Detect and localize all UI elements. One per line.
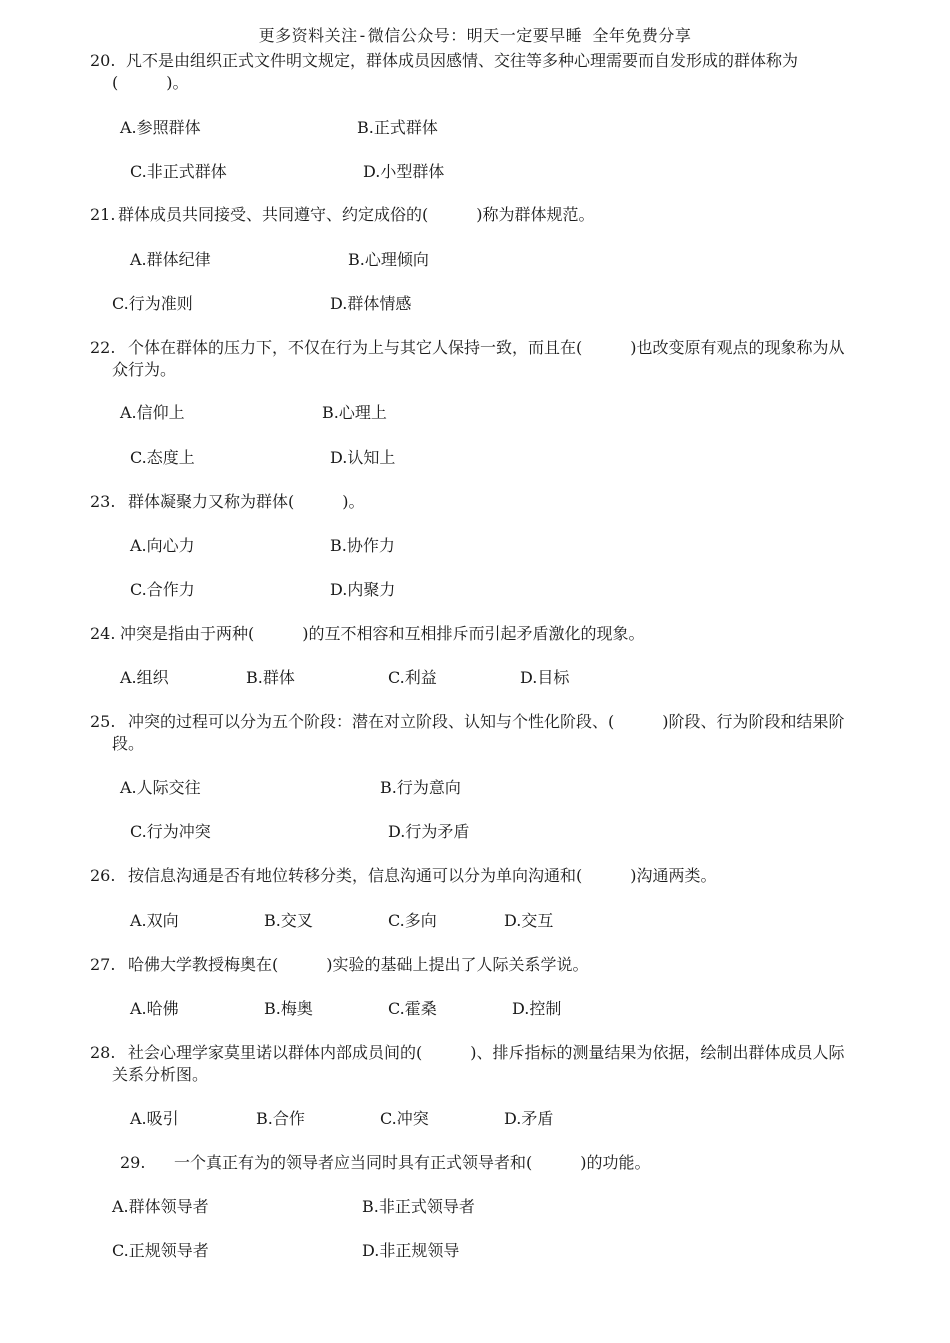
option-c: C.霍桑 [388,999,437,1018]
question-number: 29. [120,1153,146,1172]
option-a: A.群体领导者 [112,1197,209,1216]
question-number: 27. [90,955,116,974]
option-c: C.行为冲突 [130,822,211,841]
question-text: 冲突是指由于两种( )的互不相容和互相排斥而引起矛盾激化的现象。 [120,624,645,643]
option-b: B.心理上 [322,403,387,422]
question-text: 冲突的过程可以分为五个阶段：潜在对立阶段、认知与个性化阶段、( )阶段、行为阶段和结果阶 [128,712,845,731]
option-c: C.态度上 [130,448,195,467]
question-number: 21. [90,205,116,224]
question-24 [90,623,890,645]
option-a: A.向心力 [130,536,195,555]
option-c: C.合作力 [130,580,195,599]
page-header: 更多资料关注-微信公众号：明天一定要早睡 全年免费分享 [258,26,692,45]
question-25 [90,711,890,755]
option-d: D.控制 [512,999,562,1018]
question-text-cont: 众行为。 [112,360,177,379]
option-b: B.正式群体 [357,118,438,137]
option-c: C.非正式群体 [130,162,227,181]
option-b: B.合作 [256,1109,305,1128]
option-b: B.行为意向 [380,778,461,797]
option-d: D.内聚力 [330,580,396,599]
option-a: A.哈佛 [130,999,179,1018]
option-a: A.双向 [130,911,179,930]
question-22 [90,337,890,381]
option-b: B.交叉 [264,911,313,930]
option-a: A.信仰上 [120,403,185,422]
question-29 [120,1152,920,1174]
question-text: 群体凝聚力又称为群体( )。 [128,492,365,511]
option-c: C.行为准则 [112,294,193,313]
question-text: 一个真正有为的领导者应当同时具有正式领导者和( )的功能。 [174,1153,651,1172]
question-text: 个体在群体的压力下，不仅在行为上与其它人保持一致，而且在( )也改变原有观点的现象称为从 [128,338,845,357]
option-a: A.吸引 [130,1109,179,1128]
option-b: B.梅奥 [264,999,313,1018]
question-20 [90,50,890,94]
option-c: C.利益 [388,668,437,687]
question-text: 社会心理学家莫里诺以群体内部成员间的( )、排斥指标的测量结果为依据，绘制出群体成员人际 [128,1043,845,1062]
question-text: 按信息沟通是否有地位转移分类，信息沟通可以分为单向沟通和( )沟通两类。 [128,866,717,885]
option-d: D.行为矛盾 [388,822,470,841]
option-a: A.人际交往 [120,778,201,797]
question-number: 25. [90,712,116,731]
option-b: B.非正式领导者 [362,1197,475,1216]
question-number: 26. [90,866,116,885]
question-text-cont: 关系分析图。 [112,1065,209,1084]
question-number: 22. [90,338,116,357]
option-d: D.矛盾 [504,1109,554,1128]
option-d: D.小型群体 [363,162,445,181]
option-b: B.心理倾向 [348,250,429,269]
question-number: 23. [90,492,116,511]
question-text-cont: ( )。 [112,73,189,92]
question-number: 28. [90,1043,116,1062]
option-c: C.正规领导者 [112,1241,209,1260]
question-number: 24. [90,624,116,643]
option-d: D.群体情感 [330,294,412,313]
option-c: C.冲突 [380,1109,429,1128]
option-d: D.非正规领导 [362,1241,460,1260]
option-a: A.参照群体 [120,118,201,137]
option-a: A.组织 [120,668,169,687]
option-a: A.群体纪律 [130,250,211,269]
question-text: 群体成员共同接受、共同遵守、约定成俗的( )称为群体规范。 [118,205,595,224]
question-28 [90,1042,890,1086]
option-c: C.多向 [388,911,437,930]
question-23 [90,491,890,513]
option-d: D.目标 [520,668,570,687]
question-text: 哈佛大学教授梅奥在( )实验的基础上提出了人际关系学说。 [128,955,589,974]
question-26 [90,865,890,887]
question-text: 凡不是由组织正式文件明文规定，群体成员因感情、交往等多种心理需要而自发形成的群体称为 [126,51,799,70]
option-b: B.群体 [246,668,295,687]
question-27 [90,954,890,976]
question-text-cont: 段。 [112,734,145,753]
option-d: D.交互 [504,911,554,930]
option-b: B.协作力 [330,536,395,555]
option-d: D.认知上 [330,448,396,467]
question-number: 20. [90,51,116,70]
question-21 [90,204,890,226]
